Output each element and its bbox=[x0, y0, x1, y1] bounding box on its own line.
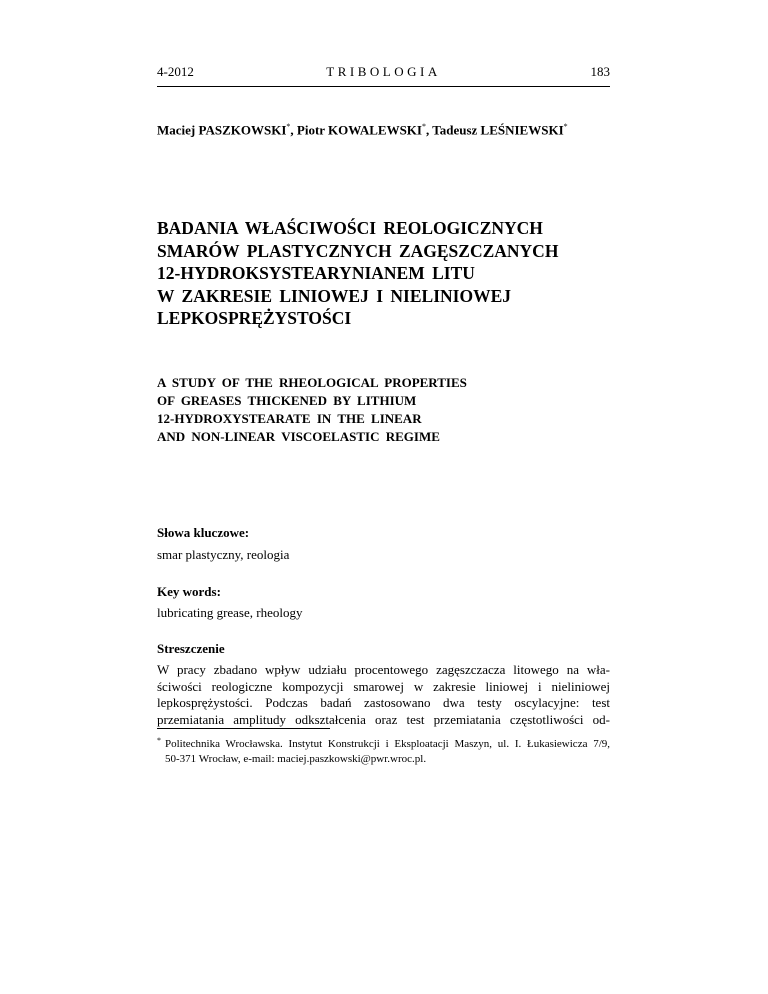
abstract-line: lepkosprężystości. Podczas badań zastosowano dwa testy oscylacyjne: test bbox=[157, 695, 610, 710]
footnote-line: Politechnika Wrocławska. Instytut Konstrukcji i Eksploatacji Maszyn, ul. I. Łukasiewicza 7/9, bbox=[165, 738, 610, 750]
affiliation-footnote bbox=[157, 737, 610, 766]
title-line: OF GREASES THICKENED BY LITHIUM bbox=[157, 393, 417, 408]
author-name: Tadeusz LEŚNIEWSKI bbox=[432, 122, 564, 138]
abstract-label: Streszczenie bbox=[157, 641, 225, 656]
title-english bbox=[157, 374, 610, 446]
title-line: W ZAKRESIE LINIOWEJ I NIELINIOWEJ bbox=[157, 285, 511, 306]
footnote-divider bbox=[157, 728, 330, 729]
keywords-pl-value: smar plastyczny, reologia bbox=[157, 547, 290, 562]
title-line: 12-HYDROKSYSTEARYNIANEM LITU bbox=[157, 263, 475, 283]
author-name: Piotr KOWALEWSKI bbox=[296, 122, 422, 138]
footnote-mark: * bbox=[157, 736, 161, 745]
footnote-line: 50-371 Wrocław, e-mail: maciej.paszkowski@pwr.wroc.pl. bbox=[165, 752, 427, 765]
title-line: 12-HYDROXYSTEARATE IN THE LINEAR bbox=[157, 411, 422, 426]
affiliation-mark: * bbox=[421, 122, 426, 131]
affiliation-mark: * bbox=[286, 122, 291, 131]
author-separator: , bbox=[290, 122, 297, 138]
author-name: Maciej PASZKOWSKI bbox=[157, 122, 287, 138]
title-line: SMARÓW PLASTYCZNYCH ZAGĘSZCZANYCH bbox=[157, 240, 559, 261]
abstract-text bbox=[157, 662, 610, 728]
journal-name: TRIBOLOGIA bbox=[326, 64, 441, 79]
issue-number: 4-2012 bbox=[157, 64, 194, 79]
title-line: LEPKOSPRĘŻYSTOŚCI bbox=[157, 308, 352, 328]
abstract-line: przemiatania amplitudy odkształcenia oraz test przemiatania częstotliwości od- bbox=[157, 711, 610, 727]
keywords-pl-label: Słowa kluczowe: bbox=[157, 525, 250, 540]
title-polish bbox=[157, 217, 610, 330]
page-number: 183 bbox=[590, 64, 610, 79]
title-line: BADANIA WŁAŚCIWOŚCI REOLOGICZNYCH bbox=[157, 218, 543, 238]
abstract-line: W pracy zbadano wpływ udziału procentowego zagęszczacza litowego na wła- bbox=[157, 662, 610, 677]
title-line: A STUDY OF THE RHEOLOGICAL PROPERTIES bbox=[157, 375, 467, 390]
keywords-en-label: Key words: bbox=[157, 584, 221, 599]
author-list bbox=[157, 122, 568, 138]
abstract-line: ściwości reologiczne kompozycji smarowej w zakresie liniowej i nieliniowej bbox=[157, 678, 610, 694]
keywords-en-value: lubricating grease, rheology bbox=[157, 605, 303, 620]
title-line: AND NON-LINEAR VISCOELASTIC REGIME bbox=[157, 429, 440, 444]
affiliation-mark: * bbox=[563, 122, 568, 131]
running-header bbox=[157, 64, 610, 87]
author-separator: , bbox=[425, 122, 433, 138]
